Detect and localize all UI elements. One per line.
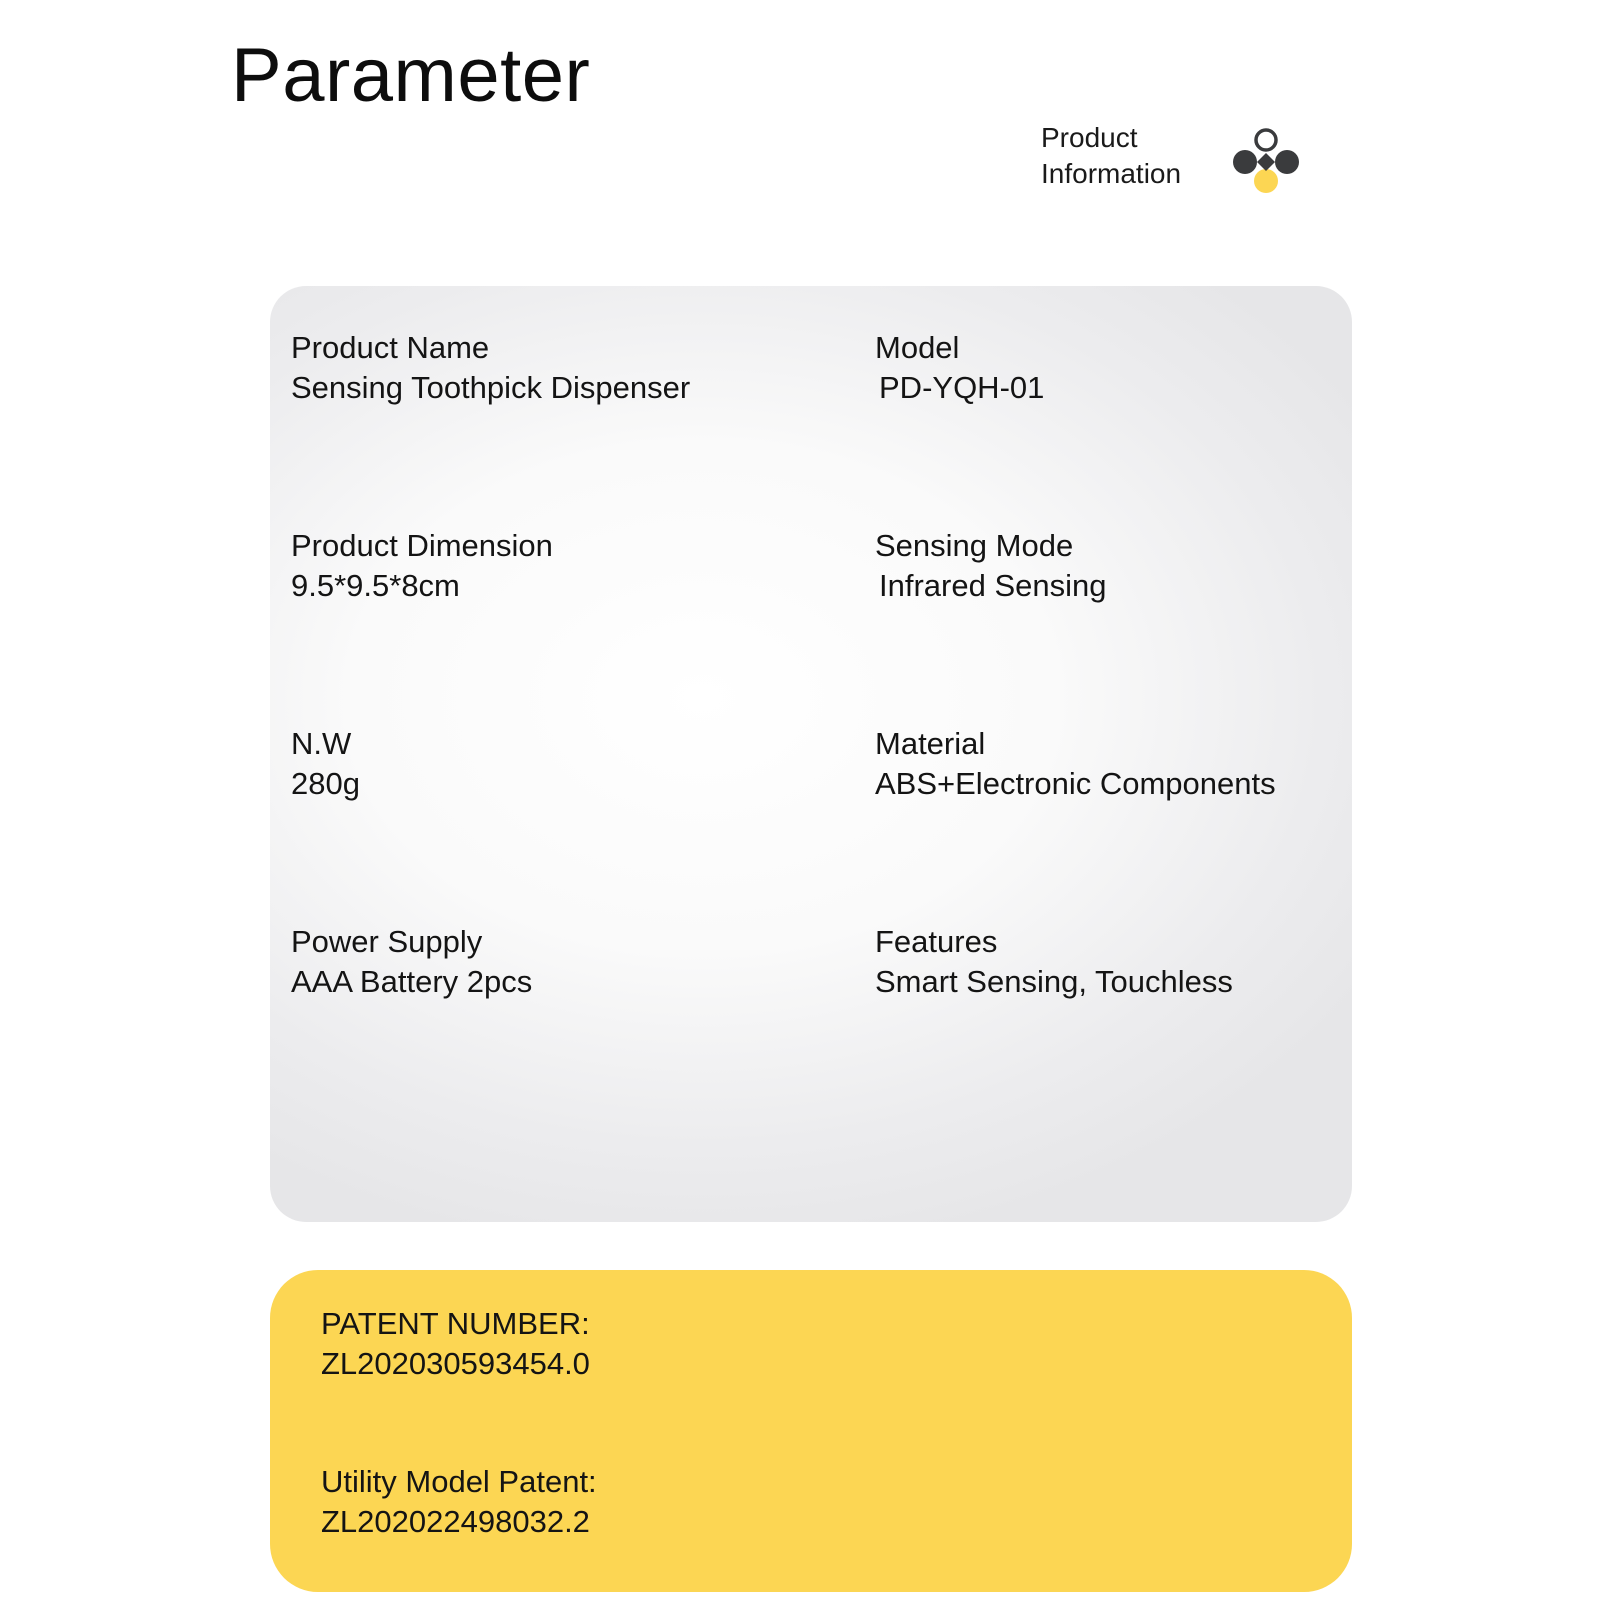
param-net-weight [291,724,360,804]
param-material [875,724,1276,804]
param-value: 280g [291,766,360,801]
param-label: Power Supply [291,924,483,959]
param-value: PD-YQH-01 [879,370,1045,405]
param-value: Infrared Sensing [879,568,1107,603]
param-label: Material [875,726,986,761]
info-label-line2: Information [1041,158,1182,189]
param-product-dimension [291,526,553,606]
utility-model-patent [321,1462,597,1542]
param-value: AAA Battery 2pcs [291,964,533,999]
param-value: ABS+Electronic Components [875,766,1276,801]
info-label-line1: Product [1041,122,1138,153]
param-value: Sensing Toothpick Dispenser [291,370,691,405]
product-information-label [1041,120,1241,192]
three-dot-cluster-icon [1230,126,1302,196]
patent-value: ZL202030593454.0 [321,1346,590,1381]
patent-label: Utility Model Patent: [321,1464,597,1499]
page-title: Parameter [231,33,591,118]
param-product-name [291,328,690,408]
param-label: Features [875,924,998,959]
param-label: Product Name [291,330,490,365]
param-label: Model [875,330,960,365]
param-power-supply [291,922,532,1002]
param-value: Smart Sensing, Touchless [875,964,1233,999]
param-model [875,328,1044,408]
patents-card [270,1270,1352,1592]
param-sensing-mode [875,526,1106,606]
patent-value: ZL202022498032.2 [321,1504,590,1539]
patent-number [321,1304,590,1384]
param-label: N.W [291,726,352,761]
patent-label: PATENT NUMBER: [321,1306,590,1341]
param-features [875,922,1233,1002]
param-label: Sensing Mode [875,528,1074,563]
parameters-card [270,286,1352,1222]
param-value: 9.5*9.5*8cm [291,568,460,603]
param-label: Product Dimension [291,528,553,563]
